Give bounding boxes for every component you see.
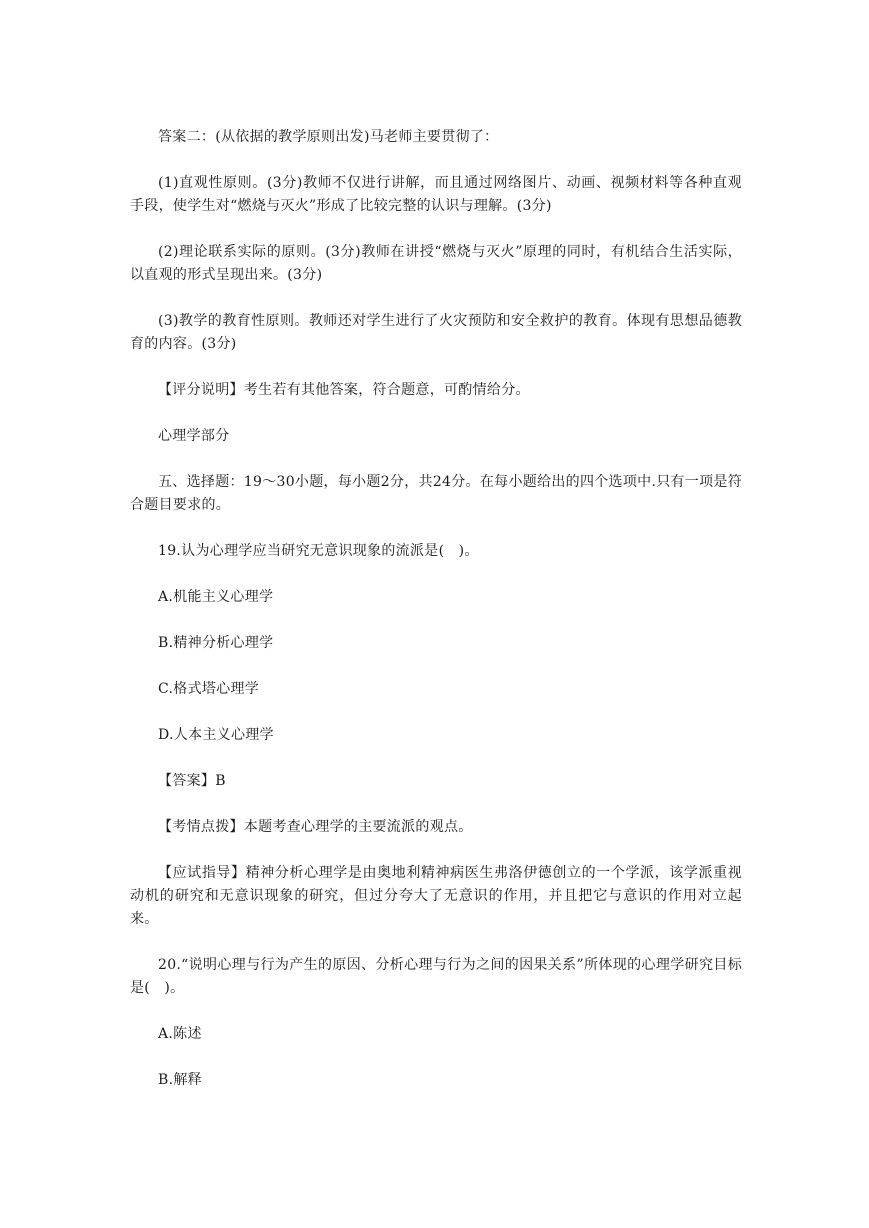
question-19-option-c: C.格式塔心理学 (158, 681, 260, 697)
principle-1-paragraph: (1)直观性原则。(3分)教师不仅进行讲解，而且通过网络图片、动画、视频材料等各种直观手段，使学生对“燃烧与灭火”形成了比较完整的认识与理解。(3分) (130, 175, 742, 214)
question-19-guidance: 【应试指导】精神分析心理学是由奥地利精神病医生弗洛伊德创立的一个学派，该学派重视动机的研究和无意识现象的研究，但过分夸大了无意识的作用，并且把它与意识的作用对立起来。 (130, 865, 742, 927)
question-19-option-b: B.精神分析心理学 (158, 635, 274, 651)
scoring-note: 【评分说明】考生若有其他答案，符合题意，可酌情给分。 (158, 382, 530, 398)
question-20-option-a: A.陈述 (158, 1026, 202, 1042)
section-heading-psychology: 心理学部分 (158, 428, 230, 444)
answer-two-intro: 答案二：(从依据的教学原则出发)马老师主要贯彻了： (158, 129, 499, 145)
question-19-stem: 19.认为心理学应当研究无意识现象的流派是( )。 (158, 543, 479, 559)
principle-3-paragraph: (3)教学的教育性原则。教师还对学生进行了火灾预防和安全救护的教育。体现有思想品德教育的内容。(3分) (130, 313, 742, 352)
question-20-stem: 20.“说明心理与行为产生的原因、分析心理与行为之间的因果关系”所体现的心理学研究目标是( )。 (130, 957, 742, 996)
document-page (130, 126, 742, 1115)
multiple-choice-instructions: 五、选择题：19～30小题，每小题2分，共24分。在每小题给出的四个选项中.只有一项是符合题目要求的。 (130, 474, 742, 513)
question-19-exam-point: 【考情点拨】本题考查心理学的主要流派的观点。 (158, 819, 473, 835)
principle-2-paragraph: (2)理论联系实际的原则。(3分)教师在讲授“燃烧与灭火”原理的同时，有机结合生活实际，以直观的形式呈现出来。(3分) (130, 244, 742, 283)
question-19-answer: 【答案】B (158, 773, 226, 789)
question-19-option-d: D.人本主义心理学 (158, 727, 274, 743)
question-20-option-b: B.解释 (158, 1072, 202, 1088)
question-19-option-a: A.机能主义心理学 (158, 589, 274, 605)
